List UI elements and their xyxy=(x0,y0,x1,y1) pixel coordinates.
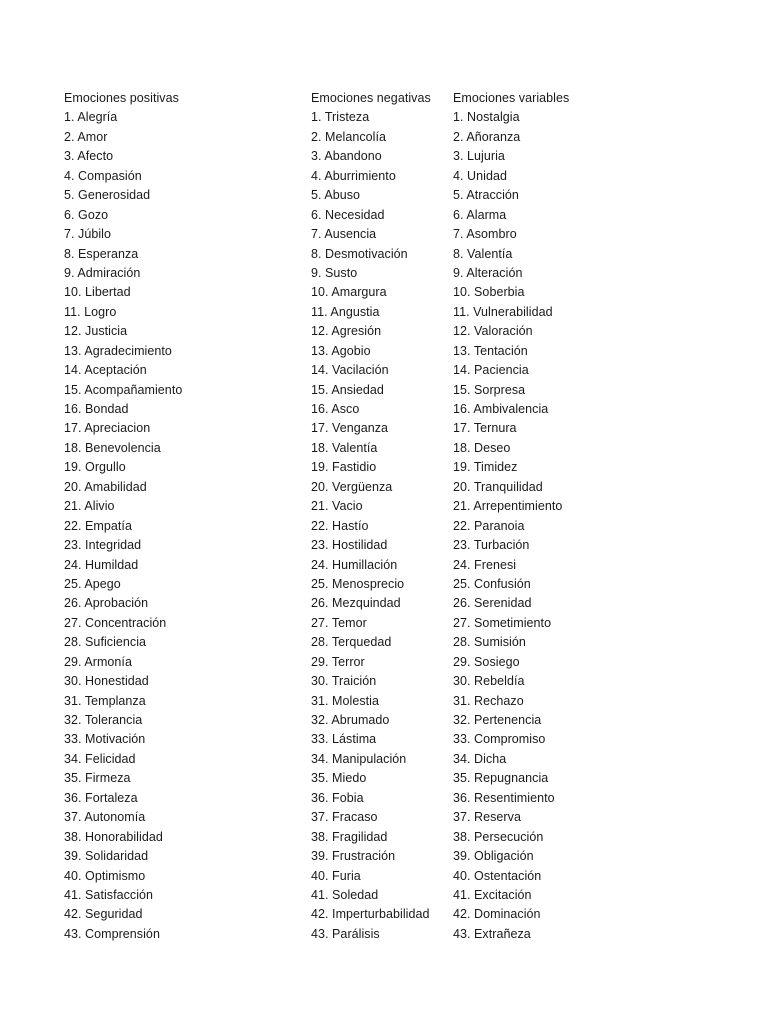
list-item: 11. Angustia xyxy=(311,304,380,319)
list-item: 36. Fortaleza xyxy=(64,790,138,805)
list-item: 9. Susto xyxy=(311,265,358,280)
list-item: 24. Humillación xyxy=(311,557,398,572)
list-item: 16. Ambivalencia xyxy=(453,402,549,416)
variable-emotions-list xyxy=(453,108,569,944)
list-item: 8. Desmotivación xyxy=(311,246,408,261)
list-item: 41. Satisfacción xyxy=(64,887,154,902)
list-item: 36. Resentimiento xyxy=(453,790,555,805)
list-item: 3. Abandono xyxy=(311,149,382,164)
list-item: 23. Turbación xyxy=(453,538,530,553)
list-item: 33. Motivación xyxy=(64,732,146,747)
list-item: 38. Honorabilidad xyxy=(64,829,163,844)
list-item: 21. Alivio xyxy=(64,499,115,514)
list-item: 5. Atracción xyxy=(453,188,519,203)
list-item: 19. Fastidio xyxy=(311,460,377,475)
list-item: 20. Vergüenza xyxy=(311,479,393,494)
list-item: 13. Agradecimiento xyxy=(64,343,172,358)
list-item: 20. Amabilidad xyxy=(64,479,147,494)
list-item: 22. Paranoia xyxy=(453,518,525,533)
list-item: 38. Persecución xyxy=(453,829,544,844)
list-item: 39. Solidaridad xyxy=(64,849,149,864)
list-item: 16. Asco xyxy=(311,402,360,416)
list-item: 27. Temor xyxy=(311,615,367,630)
list-item: 17. Venganza xyxy=(311,421,389,436)
list-item: 7. Júbilo xyxy=(64,227,112,242)
list-item: 35. Miedo xyxy=(311,771,367,786)
list-item: 13. Agobio xyxy=(311,343,371,358)
list-item: 1. Alegría xyxy=(64,110,118,125)
list-item: 23. Hostilidad xyxy=(311,538,388,553)
list-item: 34. Manipulación xyxy=(311,751,407,766)
list-item: 32. Tolerancia xyxy=(64,713,143,727)
list-item: 9. Alteración xyxy=(453,265,523,280)
list-item: 43. Comprensión xyxy=(64,926,160,941)
list-item: 7. Asombro xyxy=(453,227,517,242)
list-item: 40. Optimismo xyxy=(64,868,146,883)
list-item: 18. Deseo xyxy=(453,440,511,455)
list-item: 16. Bondad xyxy=(64,402,129,416)
list-item: 28. Suficiencia xyxy=(64,635,147,650)
list-item: 10. Libertad xyxy=(64,285,131,300)
list-item: 26. Mezquindad xyxy=(311,596,401,611)
column-heading-variable: Emociones variables xyxy=(453,91,570,105)
list-item: 14. Vacilación xyxy=(311,363,389,378)
list-item: 39. Obligación xyxy=(453,849,534,864)
list-item: 40. Furia xyxy=(311,868,361,883)
list-item: 17. Ternura xyxy=(453,421,517,436)
list-item: 15. Sorpresa xyxy=(453,382,526,397)
column-positive-emotions xyxy=(64,89,182,944)
list-item: 32. Abrumado xyxy=(311,713,390,727)
list-item: 41. Excitación xyxy=(453,887,532,902)
list-item: 43. Extrañeza xyxy=(453,926,531,941)
list-item: 6. Alarma xyxy=(453,207,507,222)
list-item: 27. Concentración xyxy=(64,615,167,630)
list-item: 37. Reserva xyxy=(453,810,521,825)
list-item: 9. Admiración xyxy=(64,265,141,280)
list-item: 8. Valentía xyxy=(453,246,513,261)
list-item: 13. Tentación xyxy=(453,343,528,358)
list-item: 28. Sumisión xyxy=(453,635,526,650)
list-item: 4. Aburrimiento xyxy=(311,168,396,183)
list-item: 4. Unidad xyxy=(453,168,507,183)
list-item: 24. Humildad xyxy=(64,557,139,572)
list-item: 31. Templanza xyxy=(64,693,146,708)
list-item: 3. Lujuria xyxy=(453,149,505,164)
list-item: 19. Timidez xyxy=(453,460,518,475)
list-item: 23. Integridad xyxy=(64,538,142,553)
list-item: 42. Dominación xyxy=(453,907,541,922)
negative-emotions-list xyxy=(311,108,431,944)
list-item: 29. Terror xyxy=(311,654,365,669)
list-item: 30. Rebeldía xyxy=(453,674,525,689)
list-item: 21. Vacio xyxy=(311,499,363,514)
list-item: 41. Soledad xyxy=(311,887,379,902)
list-item: 2. Añoranza xyxy=(453,129,521,144)
list-item: 34. Dicha xyxy=(453,751,507,766)
list-item: 3. Afecto xyxy=(64,149,114,164)
list-item: 26. Serenidad xyxy=(453,596,532,611)
list-item: 35. Firmeza xyxy=(64,771,131,786)
list-item: 43. Parálisis xyxy=(311,926,380,941)
list-item: 38. Fragilidad xyxy=(311,829,388,844)
list-item: 11. Vulnerabilidad xyxy=(453,304,553,319)
list-item: 40. Ostentación xyxy=(453,868,542,883)
list-item: 10. Soberbia xyxy=(453,285,525,300)
list-item: 22. Hastío xyxy=(311,518,369,533)
list-item: 30. Traición xyxy=(311,674,377,689)
list-item: 24. Frenesi xyxy=(453,557,517,572)
list-item: 29. Armonía xyxy=(64,654,132,669)
list-item: 2. Amor xyxy=(64,129,108,144)
list-item: 11. Logro xyxy=(64,304,117,319)
column-heading-negative: Emociones negativas xyxy=(311,91,431,105)
list-item: 33. Compromiso xyxy=(453,732,546,747)
list-item: 1. Nostalgia xyxy=(453,110,520,125)
list-item: 14. Aceptación xyxy=(64,363,147,378)
positive-emotions-list xyxy=(64,108,182,944)
list-item: 37. Autonomía xyxy=(64,810,146,825)
list-item: 12. Justicia xyxy=(64,324,128,339)
list-item: 30. Honestidad xyxy=(64,674,149,689)
list-item: 6. Gozo xyxy=(64,207,109,222)
list-item: 20. Tranquilidad xyxy=(453,479,543,494)
list-item: 5. Generosidad xyxy=(64,188,151,203)
list-item: 25. Menosprecio xyxy=(311,576,405,591)
list-item: 15. Acompañamiento xyxy=(64,382,183,397)
list-item: 25. Apego xyxy=(64,576,121,591)
list-item: 5. Abuso xyxy=(311,188,361,203)
list-item: 17. Apreciacion xyxy=(64,421,151,436)
list-item: 4. Compasión xyxy=(64,168,142,183)
list-item: 2. Melancolía xyxy=(311,129,386,144)
list-item: 42. Imperturbabilidad xyxy=(311,907,430,922)
list-item: 32. Pertenencia xyxy=(453,713,542,727)
list-item: 8. Esperanza xyxy=(64,246,139,261)
list-item: 33. Lástima xyxy=(311,732,377,747)
list-item: 31. Rechazo xyxy=(453,693,524,708)
list-item: 12. Agresión xyxy=(311,324,382,339)
list-item: 34. Felicidad xyxy=(64,751,136,766)
list-item: 27. Sometimiento xyxy=(453,615,552,630)
column-negative-emotions xyxy=(311,89,431,944)
list-item: 42. Seguridad xyxy=(64,907,143,922)
list-item: 37. Fracaso xyxy=(311,810,378,825)
list-item: 31. Molestia xyxy=(311,693,379,708)
list-item: 35. Repugnancia xyxy=(453,771,549,786)
list-item: 39. Frustración xyxy=(311,849,396,864)
list-item: 22. Empatía xyxy=(64,518,132,533)
list-item: 12. Valoración xyxy=(453,324,533,339)
list-item: 14. Paciencia xyxy=(453,363,529,378)
column-variable-emotions xyxy=(453,89,569,944)
list-item: 29. Sosiego xyxy=(453,654,520,669)
list-item: 18. Valentía xyxy=(311,440,378,455)
list-item: 1. Tristeza xyxy=(311,110,370,125)
list-item: 15. Ansiedad xyxy=(311,382,384,397)
list-item: 19. Orgullo xyxy=(64,460,126,475)
list-item: 6. Necesidad xyxy=(311,207,385,222)
list-item: 21. Arrepentimiento xyxy=(453,499,563,514)
list-item: 7. Ausencia xyxy=(311,227,377,242)
list-item: 26. Aprobación xyxy=(64,596,149,611)
list-item: 25. Confusión xyxy=(453,576,531,591)
list-item: 36. Fobia xyxy=(311,790,364,805)
column-heading-positive: Emociones positivas xyxy=(64,91,179,105)
list-item: 18. Benevolencia xyxy=(64,440,161,455)
list-item: 10. Amargura xyxy=(311,285,387,300)
list-item: 28. Terquedad xyxy=(311,635,392,650)
